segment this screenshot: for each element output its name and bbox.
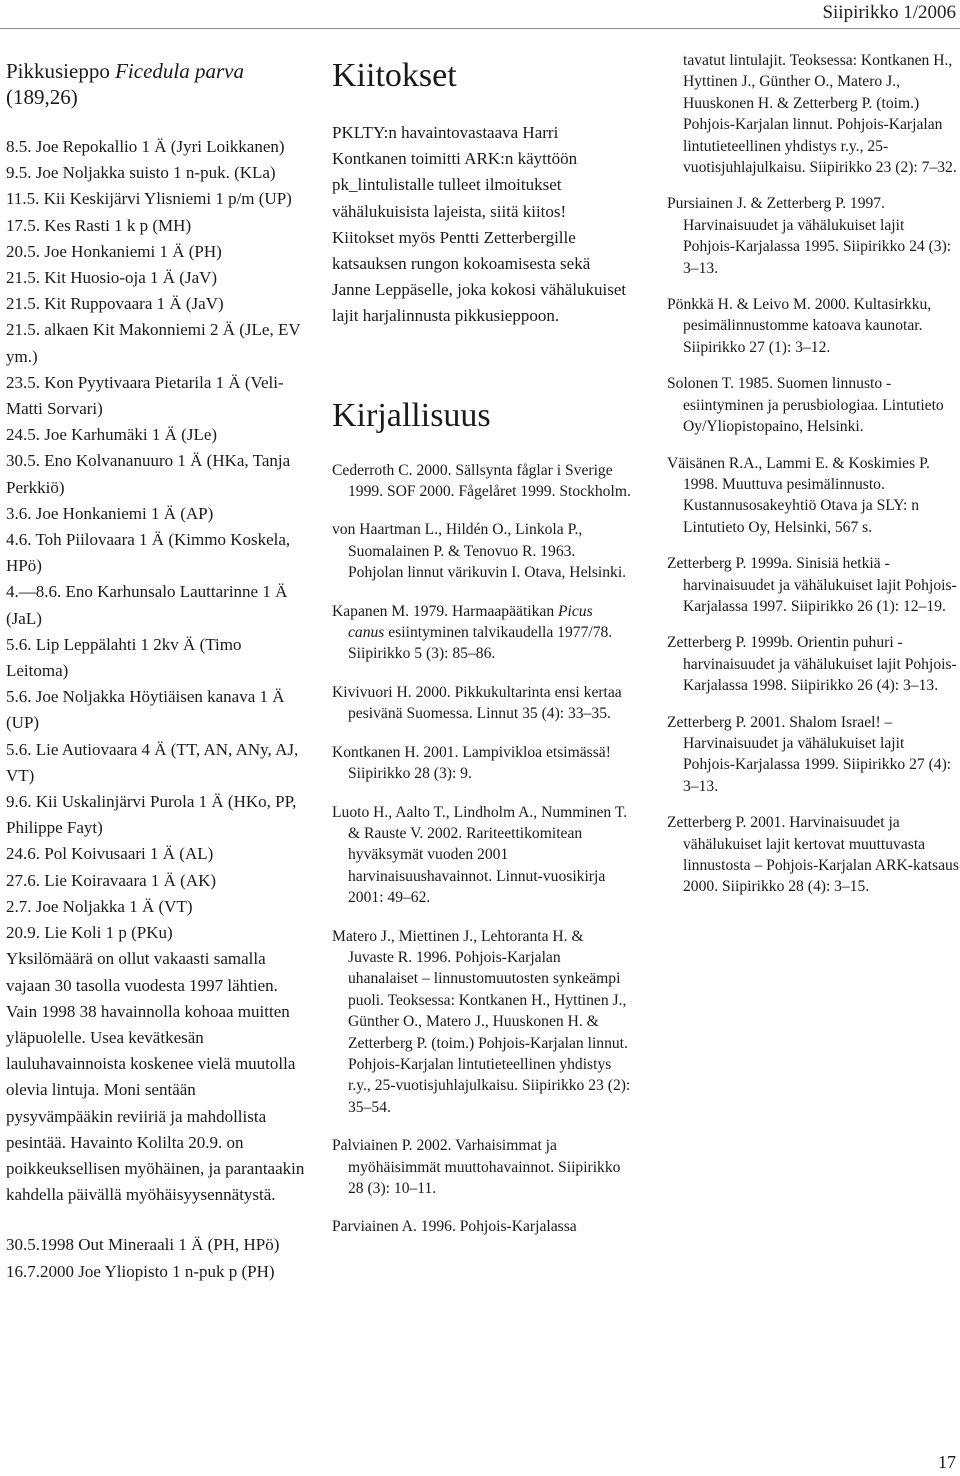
observation-entry: 23.5. Kon Pyytivaara Pietarila 1 Ä (Veli-Matti Sorvari) <box>6 372 284 419</box>
observation-entry: 21.5. Kit Ruppovaara 1 Ä (JaV) <box>6 294 224 314</box>
reference-item: Luoto H., Aalto T., Lindholm A., Numminen T. & Rauste V. 2002. Rariteettikomitean hyväksymät vuoden 2001 harvinaisuushavainnot. Linnut-vuosikirja 2001: 49–62. <box>332 803 628 907</box>
species-count: (189,26) <box>6 85 78 109</box>
reference-item-continued: tavatut lintulajit. Teoksessa: Kontkanen H., Hyttinen J., Günther O., Matero J., Huuskonen H. & Zetterberg P. (toim.) Pohjois-Karjalan linnut. Pohjois-Karjalan lintutieteellinen yhdistys r.y., 25-vuotisjuhlajulkaisu. Siipirikko 23 (2): 7–32. <box>683 52 957 177</box>
literature-heading: Kirjallisuus <box>332 396 491 434</box>
reference-item: Kapanen M. 1979. Harmaapäätikan Picus canus esiintyminen talvikaudella 1977/78. Siipirikko 5 (3): 85–86. <box>332 602 613 663</box>
species-latin-name: Ficedula parva <box>115 59 244 83</box>
older-records-list <box>6 1232 306 1284</box>
reference-item: von Haartman L., Hildén O., Linkola P., Suomalainen P. & Tenovuo R. 1963. Pohjolan linnut värikuvin I. Otava, Helsinki. <box>332 521 627 582</box>
reference-item: Zetterberg P. 1999a. Sinisiä hetkiä - harvinaisuudet ja vähälukuiset lajit Pohjois-Karjalassa 1997. Siipirikko 26 (1): 12–19. <box>667 555 957 615</box>
observation-entry: 5.6. Lie Autiovaara 4 Ä (TT, AN, ANy, AJ, VT) <box>6 739 299 785</box>
reference-item: Pursiainen J. & Zetterberg P. 1997. Harvinaisuudet ja vähälukuiset lajit Pohjois-Karjalassa 1995. Siipirikko 24 (3): 3–13. <box>667 195 952 277</box>
observation-entry: 4.6. Toh Piilovaara 1 Ä (Kimmo Koskela, HPö) <box>6 530 291 576</box>
thanks-paragraph: PKLTY:n havaintovastaava Harri Kontkanen toimitti ARK:n käyttöön pk_lintulistalle tulleet ilmoitukset vähälukuisista lajeista, siitä kiitos! Kiitokset myös Pentti Zetterbergille katsauksen rungon kokoamisesta sekä Janne Leppäselle, joka kokosi vähälukuiset lajit harjalinnusta pikkusieppoon. <box>332 123 627 326</box>
species-name: Pikkusieppo <box>6 59 116 83</box>
observation-entry: 5.6. Lip Leppälahti 1 2kv Ä (Timo Leitoma) <box>6 634 242 681</box>
observation-entry: 11.5. Kii Keskijärvi Ylisniemi 1 p/m (UP) <box>6 189 292 209</box>
column-references-continued <box>667 50 959 913</box>
column-observations <box>6 50 306 1285</box>
summary-paragraph: Yksilömäärä on ollut vakaasti samalla vajaan 30 tasolla vuodesta 1997 lähtien. Vain 1998 38 havainnolla kohoaa muitten yläpuolelle. Usea kevätkesän lauluhavainnoista koskenee vielä muutolla olevia lintuja. Moni sentään pysyvämpääkin reviiriä ja mahdollista pesintää. Havainto Kolilta 20.9. on poikkeuksellisen myöhäinen, ja parantaakin kahdella päivällä myöhäisyysennätystä. <box>6 949 305 1205</box>
observation-entry: 24.5. Joe Karhumäki 1 Ä (JLe) <box>6 425 218 445</box>
observation-entry: 24.6. Pol Koivusaari 1 Ä (AL) <box>6 844 214 864</box>
observation-entry: 9.5. Joe Noljakka suisto 1 n-puk. (KLa) <box>6 163 276 183</box>
observation-entry: 5.6. Joe Noljakka Höytiäisen kanava 1 Ä (UP) <box>6 687 285 733</box>
observation-entry: 21.5. Kit Huosio-oja 1 Ä (JaV) <box>6 268 218 288</box>
reference-item: Väisänen R.A., Lammi E. & Koskimies P. 1998. Muuttuva pesimälinnusto. Kustannusosakeyhtiö Otava ja SLY: n Lintutieto Oy, Helsinki, 567 s. <box>667 454 930 536</box>
reference-item: Pönkkä H. & Leivo M. 2000. Kultasirkku, pesimälinnustomme katoava kaunotar. Siipirikko 27 (1): 3–12. <box>667 296 932 356</box>
species-heading <box>6 58 306 110</box>
observation-entry: 30.5. Eno Kolvananuuro 1 Ä (HKa, Tanja Perkkiö) <box>6 451 291 497</box>
reference-item: Matero J., Miettinen J., Lehtoranta H. & Juvaste R. 1996. Pohjois-Karjalan uhanalaiset – linnustomuutosten synkeämpi puoli. Teoksessa: Kontkanen H., Hyttinen J., Günther O., Matero J., Huuskonen H. & Zetterberg P. (toim.) Pohjois-Karjalan linnut. Pohjois-Karjalan lintutieteellinen yhdistys r.y., 25-vuotisjuhlajulkaisu. Siipirikko 23 (2): 35–54. <box>332 927 631 1116</box>
observation-list <box>6 134 306 946</box>
reference-item: Palviainen P. 2002. Varhaisimmat ja myöhäisimmät muuttohavainnot. Siipirikko 28 (3): 10–11. <box>332 1137 621 1197</box>
reference-list <box>332 460 632 1238</box>
observation-entry: 17.5. Kes Rasti 1 k p (MH) <box>6 215 192 235</box>
reference-item: Zetterberg P. 1999b. Orientin puhuri - harvinaisuudet ja vähälukuiset lajit Pohjois-Karjalassa 1998. Siipirikko 26 (4): 3–13. <box>667 634 957 695</box>
reference-item: Kivivuori H. 2000. Pikkukultarinta ensi kertaa pesivänä Suomessa. Linnut 35 (4): 33–35. <box>332 683 622 723</box>
observation-entry: 3.6. Joe Honkaniemi 1 Ä (AP) <box>6 503 214 523</box>
observation-entry: 20.5. Joe Honkaniemi 1 Ä (PH) <box>6 241 222 261</box>
column-acknowledgements <box>332 50 632 1255</box>
running-header <box>0 0 960 29</box>
observation-entry: 16.7.2000 Joe Yliopisto 1 n-puk p (PH) <box>6 1261 275 1281</box>
observation-entry: 4.—8.6. Eno Karhunsalo Lauttarinne 1 Ä (JaL) <box>6 582 288 628</box>
reference-item: Parviainen A. 1996. Pohjois-Karjalassa <box>332 1218 577 1236</box>
observation-entry: 21.5. alkaen Kit Makonniemi 2 Ä (JLe, EV ym.) <box>6 320 301 366</box>
reference-item: Zetterberg P. 2001. Harvinaisuudet ja vähälukuiset lajit kertovat muuttuvasta linnustosta – Pohjois-Karjalan ARK-katsaus 2000. Siipirikko 28 (4): 3–15. <box>667 814 959 896</box>
observation-entry: 9.6. Kii Uskalinjärvi Purola 1 Ä (HKo, PP, Philippe Fayt) <box>6 792 297 838</box>
reference-item: Solonen T. 1985. Suomen linnusto - esiintyminen ja perusbiologiaa. Lintutieto Oy/Yliopistopaino, Helsinki. <box>667 375 944 436</box>
reference-item: Cederroth C. 2000. Sällsynta fåglar i Sverige 1999. SOF 2000. Fågelåret 1999. Stockholm. <box>332 461 631 501</box>
observation-entry: 2.7. Joe Noljakka 1 Ä (VT) <box>6 896 193 916</box>
reference-item: Zetterberg P. 2001. Shalom Israel! – Harvinaisuudet ja vähälukuiset lajit Pohjois-Karjalassa 1999. Siipirikko 27 (4): 3–13. <box>667 713 952 795</box>
observation-entry: 20.9. Lie Koli 1 p (PKu) <box>6 923 173 943</box>
reference-item: Kontkanen H. 2001. Lampivikloa etsimässä! Siipirikko 28 (3): 9. <box>332 743 611 783</box>
page-number: 17 <box>938 1452 956 1472</box>
observation-entry: 8.5. Joe Repokallio 1 Ä (Jyri Loikkanen) <box>6 137 285 156</box>
observation-entry: 27.6. Lie Koiravaara 1 Ä (AK) <box>6 870 217 890</box>
journal-title: Siipirikko 1/2006 <box>822 2 956 23</box>
observation-entry: 30.5.1998 Out Mineraali 1 Ä (PH, HPö) <box>6 1235 280 1255</box>
thanks-heading: Kiitokset <box>332 57 457 94</box>
